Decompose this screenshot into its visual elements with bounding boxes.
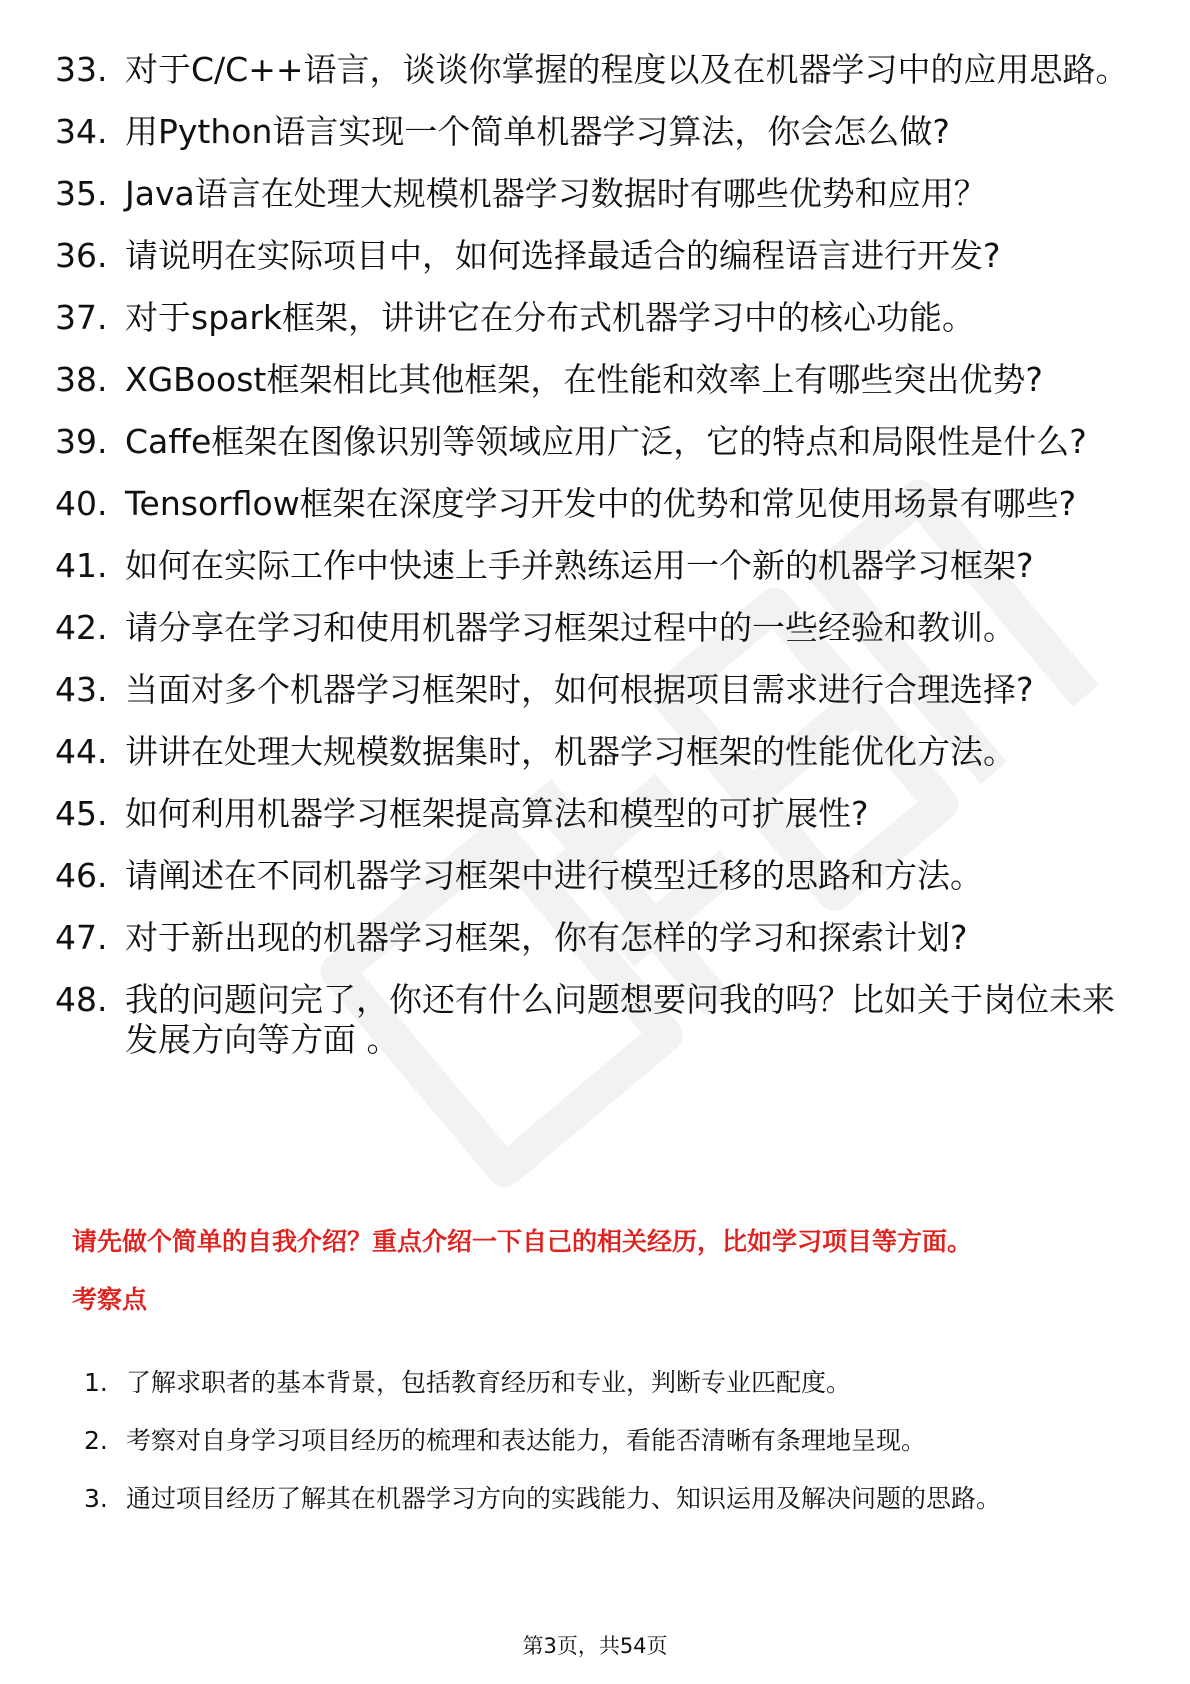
question-text: 如何在实际工作中快速上手并熟练运用一个新的机器学习框架? bbox=[125, 546, 1034, 585]
question-number: 35. bbox=[55, 174, 108, 213]
question-number: 39. bbox=[55, 422, 108, 461]
question-item bbox=[55, 174, 1135, 214]
question-text: 请分享在学习和使用机器学习框架过程中的一些经验和教训。 bbox=[125, 608, 1016, 647]
question-text: 用Python语言实现一个简单机器学习算法，你会怎么做? bbox=[125, 112, 950, 151]
question-number: 38. bbox=[55, 360, 108, 399]
question-item bbox=[55, 980, 1135, 1060]
exam-point-item bbox=[84, 1412, 1124, 1470]
question-text: 对于C/C++语言，谈谈你掌握的程度以及在机器学习中的应用思路。 bbox=[125, 50, 1129, 89]
exam-points-label: 考察点 bbox=[72, 1285, 148, 1314]
question-number: 47. bbox=[55, 918, 108, 957]
exam-point-number: 2. bbox=[84, 1426, 108, 1455]
question-text: 请阐述在不同机器学习框架中进行模型迁移的思路和方法。 bbox=[125, 856, 983, 895]
question-number: 41. bbox=[55, 546, 108, 585]
question-number: 42. bbox=[55, 608, 108, 647]
exam-point-number: 1. bbox=[84, 1368, 108, 1397]
question-item bbox=[55, 794, 1135, 834]
question-item bbox=[55, 422, 1135, 462]
question-item bbox=[55, 112, 1135, 152]
exam-points-list bbox=[84, 1354, 1124, 1528]
question-text: 请说明在实际项目中，如何选择最适合的编程语言进行开发? bbox=[125, 236, 1001, 275]
question-text: Java语言在处理大规模机器学习数据时有哪些优势和应用？ bbox=[125, 174, 987, 213]
question-list bbox=[55, 50, 1135, 1082]
exam-point-number: 3. bbox=[84, 1484, 108, 1513]
question-number: 43. bbox=[55, 670, 108, 709]
question-item bbox=[55, 236, 1135, 276]
question-number: 44. bbox=[55, 732, 108, 771]
question-number: 48. bbox=[55, 980, 108, 1019]
question-item bbox=[55, 918, 1135, 958]
question-number: 40. bbox=[55, 484, 108, 523]
question-text: 我的问题问完了，你还有什么问题想要问我的吗？比如关于岗位未来发展方向等方面 。 bbox=[125, 980, 1115, 1059]
question-text: 讲讲在处理大规模数据集时，机器学习框架的性能优化方法。 bbox=[125, 732, 1016, 771]
question-number: 45. bbox=[55, 794, 108, 833]
question-number: 33. bbox=[55, 50, 108, 89]
question-text: 对于新出现的机器学习框架，你有怎样的学习和探索计划? bbox=[125, 918, 968, 957]
exam-point-text: 考察对自身学习项目经历的梳理和表达能力，看能否清晰有条理地呈现。 bbox=[126, 1426, 927, 1455]
exam-point-text: 通过项目经历了解其在机器学习方向的实践能力、知识运用及解决问题的思路。 bbox=[126, 1484, 1002, 1513]
question-number: 36. bbox=[55, 236, 108, 275]
question-text: 如何利用机器学习框架提高算法和模型的可扩展性? bbox=[125, 794, 869, 833]
question-text: 对于spark框架，讲讲它在分布式机器学习中的核心功能。 bbox=[125, 298, 976, 337]
exam-point-item bbox=[84, 1470, 1124, 1528]
question-text: Caffe框架在图像识别等领域应用广泛，它的特点和局限性是什么? bbox=[125, 422, 1087, 461]
question-number: 46. bbox=[55, 856, 108, 895]
page-footer: 第3页，共54页 bbox=[522, 1634, 668, 1658]
exam-point-text: 了解求职者的基本背景，包括教育经历和专业，判断专业匹配度。 bbox=[126, 1368, 852, 1397]
question-text: Tensorflow框架在深度学习开发中的优势和常见使用场景有哪些? bbox=[125, 484, 1077, 523]
question-item bbox=[55, 484, 1135, 524]
question-item bbox=[55, 856, 1135, 896]
question-item bbox=[55, 298, 1135, 338]
question-item bbox=[55, 608, 1135, 648]
question-text: 当面对多个机器学习框架时，如何根据项目需求进行合理选择? bbox=[125, 670, 1034, 709]
question-item bbox=[55, 670, 1135, 710]
exam-point-item bbox=[84, 1354, 1124, 1412]
question-item bbox=[55, 360, 1135, 400]
question-item bbox=[55, 546, 1135, 586]
question-number: 37. bbox=[55, 298, 108, 337]
question-number: 34. bbox=[55, 112, 108, 151]
section-heading: 请先做个简单的自我介绍？重点介绍一下自己的相关经历，比如学习项目等方面。 bbox=[72, 1227, 973, 1256]
question-text: XGBoost框架相比其他框架，在性能和效率上有哪些突出优势? bbox=[125, 360, 1043, 399]
question-item bbox=[55, 732, 1135, 772]
question-item bbox=[55, 50, 1135, 90]
